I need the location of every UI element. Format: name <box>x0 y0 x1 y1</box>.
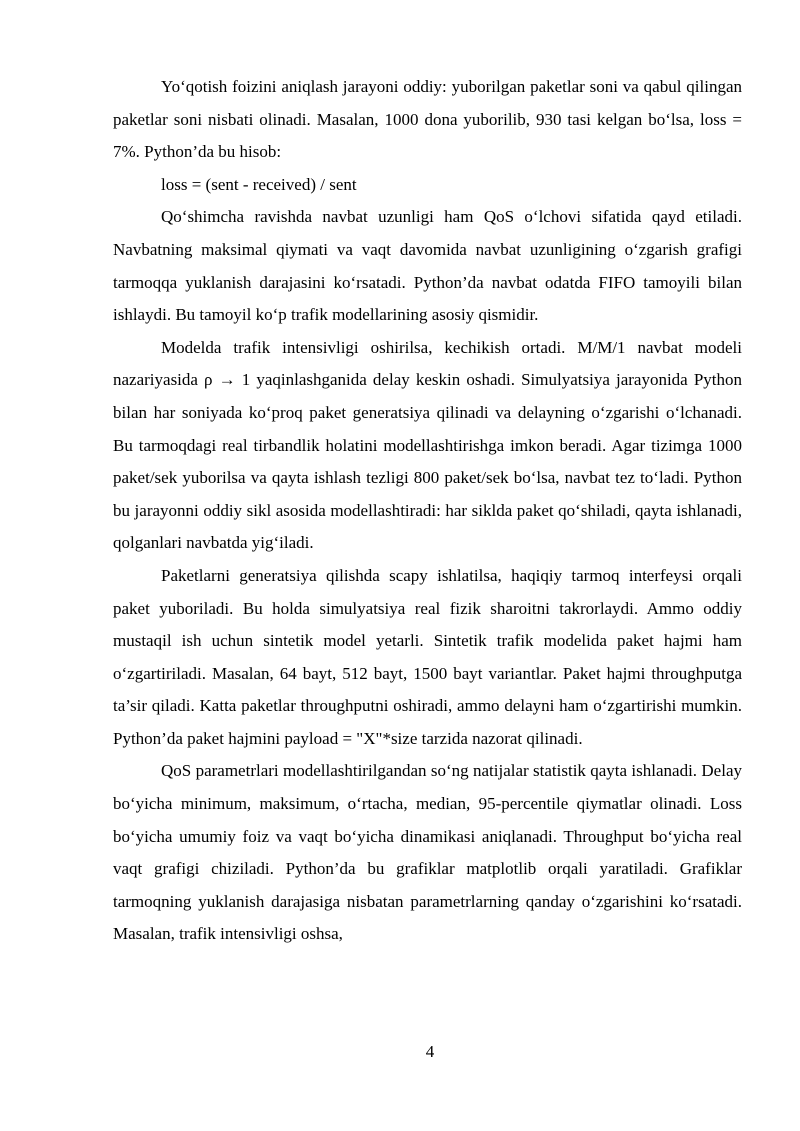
paragraph-packet-loss: Yo‘qotish foizini aniqlash jarayoni oddiy: yuborilgan paketlar soni va qabul qilingan paketlar soni nisbati olinadi. Masalan, 1000 dona yuborilib, 930 tasi kelgan bo‘lsa, loss = 7%. Python’da bu hisob: <box>113 77 742 162</box>
document-page <box>113 71 742 951</box>
paragraph-qos-statistics: QoS parametrlari modellashtirilgandan so‘ng natijalar statistik qayta ishlanadi. Delay bo‘yicha minimum, maksimum, o‘rtacha, median, 95-percentile qiymatlar olinadi. Loss bo‘yicha umumiy foiz va vaqt bo‘yicha dinamikasi aniqlanadi. Throughput bo‘yicha real vaqt grafigi chiziladi. Python’da bu grafiklar matplotlib orqali yaratiladi. Grafiklar tarmoqning yuklanish darajasiga nisbatan parametrlarning qanday o‘zgarishini ko‘rsatadi. Masalan, trafik intensivligi oshsa, <box>113 761 742 944</box>
paragraph-traffic-intensity: Modelda trafik intensivligi oshirilsa, kechikish ortadi. M/M/1 navbat modeli nazariyasida ρ → 1 yaqinlashganida delay keskin oshadi. Simulyatsiya jarayonida Python bilan har soniyada ko‘proq paket generatsiya qilinadi va delayning o‘zgarishi o‘lchanadi. Bu tarmoqdagi real tirbandlik holatini modellashtirishga imkon beradi. Agar tizimga 1000 paket/sek yuborilsa va qayta ishlash tezligi 800 paket/sek bo‘lsa, navbat tez to‘ladi. Python bu jarayonni oddiy sikl asosida modellashtiradi: har siklda paket qo‘shiladi, qayta ishlanadi, qolganlari navbatda yig‘iladi. <box>113 337 742 553</box>
paragraph-queue-length: Qo‘shimcha ravishda navbat uzunligi ham QoS o‘lchovi sifatida qayd etiladi. Navbatning maksimal qiymati va vaqt davomida navbat uzunligining o‘zgarish grafigi tarmoqqa yuklanish darajasini ko‘rsatadi. Python’da navbat odatda FIFO tamoyili bilan ishlaydi. Bu tamoyil ko‘p trafik modellarining asosiy qismidir. <box>113 207 742 325</box>
paragraph-packet-generation: Paketlarni generatsiya qilishda scapy ishlatilsa, haqiqiy tarmoq interfeysi orqali paket yuboriladi. Bu holda simulyatsiya real fizik sharoitni takrorlaydi. Ammo oddiy mustaqil ish uchun sintetik model yetarli. Sintetik trafik modelida paket hajmi ham o‘zgartiriladi. Masalan, 64 bayt, 512 bayt, 1500 bayt variantlar. Paket hajmi throughputga ta’sir qiladi. Katta paketlar throughputni oshiradi, ammo delayni ham o‘zgartirishi mumkin. Python’da paket hajmini payload = "X"*size tarzida nazorat qilinadi. <box>113 565 742 748</box>
loss-formula-line: loss = (sent - received) / sent <box>161 174 357 194</box>
page-number: 4 <box>425 1042 435 1061</box>
